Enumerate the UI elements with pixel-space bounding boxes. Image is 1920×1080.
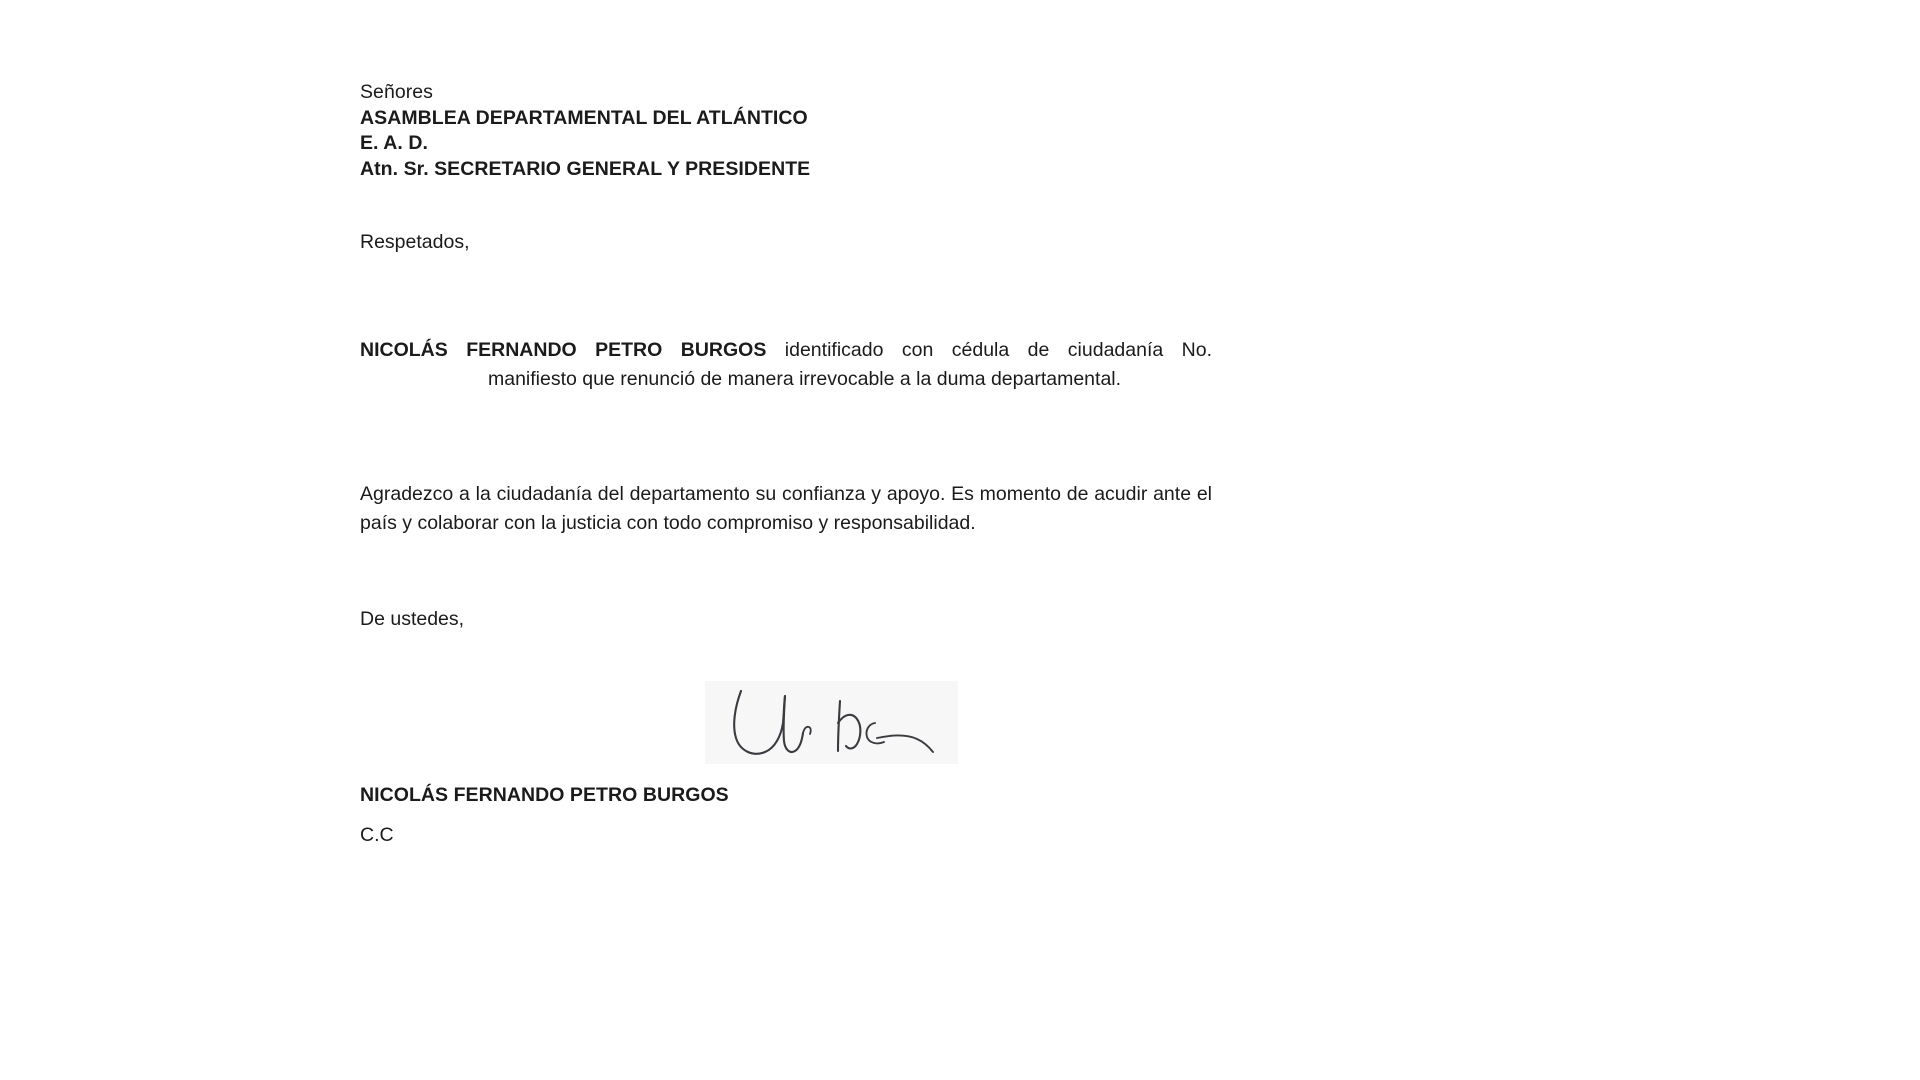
closing-line: De ustedes, [360, 608, 465, 630]
signature-image [705, 681, 958, 764]
addressee-line-attention: Atn. Sr. SECRETARIO GENERAL Y PRESIDENTE [360, 157, 811, 180]
body-paragraph-1 [360, 336, 1212, 395]
salutation: Respetados, [360, 231, 470, 253]
signer-name-inline: NICOLÁS FERNANDO PETRO BURGOS [360, 338, 767, 361]
addressee-block [360, 80, 1212, 182]
addressee-line-organization: ASAMBLEA DEPARTAMENTAL DEL ATLÁNTICO [360, 106, 808, 129]
paragraph-1-text-before-blank: identificado con cédula de ciudadanía No. [766, 338, 1212, 361]
signature-strokes [705, 681, 958, 764]
signer-id-label: C.C [360, 824, 394, 846]
redacted-cedula-number [360, 384, 488, 385]
addressee-line-salutation: Señores [360, 81, 433, 103]
body-paragraph-2: Agradezco a la ciudadanía del departamento su confianza y apoyo. Es momento de acudir ante el país y colaborar con la justicia con todo compromiso y responsabilidad. [360, 482, 1212, 534]
signer-printed-name: NICOLÁS FERNANDO PETRO BURGOS [360, 784, 729, 806]
addressee-line-ead: E. A. D. [360, 132, 428, 154]
signer-id-line [360, 823, 428, 849]
paragraph-1-text-after-blank: manifiesto que renunció de manera irrevocable a la duma departamental. [488, 368, 1122, 390]
